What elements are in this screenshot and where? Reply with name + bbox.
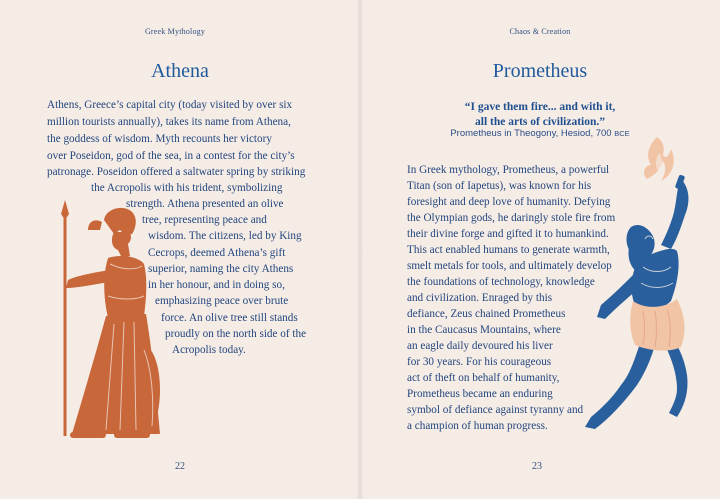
body-line: an eagle daily devoured his liver [407, 340, 553, 352]
body-line: and civilization. Enraged by this [407, 292, 553, 304]
body-line: a champion of human progress. [407, 420, 548, 432]
running-head-left: Greek Mythology [144, 27, 206, 36]
page-title-prometheus: Prometheus [492, 60, 588, 82]
body-line: for 30 years. For his courageous [407, 356, 552, 368]
body-line: the Olympian gods, he daringly stole fire from [407, 212, 616, 224]
pull-quote [460, 100, 620, 130]
body-line: proudly on the north side of the [165, 328, 307, 340]
body-line: wisdom. The citizens, led by King [148, 230, 302, 242]
page-number-left: 22 [175, 461, 185, 472]
fire-flame-icon [644, 137, 674, 181]
running-head-right: Chaos & Creation [509, 27, 571, 36]
quote-line: “I gave them fire... and with it, [464, 101, 616, 113]
right-page [360, 0, 720, 499]
body-line: the Acropolis with his trident, symbolizing [91, 182, 283, 194]
body-line: the goddess of wisdom. Myth recounts her victory [47, 133, 272, 145]
body-line: patronage. Poseidon offered a saltwater spring by striking [47, 166, 306, 178]
body-line: Acropolis today. [172, 344, 246, 356]
body-line: defiance, Zeus chained Prometheus [407, 308, 566, 320]
body-line: in the Caucasus Mountains, where [407, 324, 561, 336]
body-line: strength. Athena presented an olive [126, 198, 284, 210]
body-line: force. An olive tree still stands [161, 312, 298, 324]
body-line: foresight and deep love of humanity. Defying [407, 196, 611, 208]
page-title-athena: Athena [151, 60, 209, 82]
body-line: act of theft on behalf of humanity, [407, 372, 560, 384]
citation-era: BCE [614, 129, 630, 138]
body-line: In Greek mythology, Prometheus, a powerful [407, 164, 610, 176]
body-line: Prometheus became an enduring [407, 388, 553, 400]
body-line: Athens, Greece’s capital city (today visited by over six [47, 99, 293, 111]
body-line: in her honour, and in doing so, [148, 279, 285, 291]
body-line: million tourists annually), takes its name from Athena, [47, 116, 291, 128]
body-line: emphasizing peace over brute [155, 295, 289, 307]
prometheus-illustration [585, 135, 705, 445]
body-line: superior, naming the city Athens [148, 263, 294, 275]
body-line: over Poseidon, god of the sea, in a contest for the city’s [47, 150, 295, 162]
citation-text: Prometheus in Theogony, Hesiod, 700 [450, 128, 612, 139]
body-line: This act enabled humans to generate warmth, [407, 244, 610, 256]
body-line: symbol of defiance against tyranny and [407, 404, 584, 416]
body-line: Titan (son of Iapetus), was known for his [407, 180, 592, 192]
body-line: tree, representing peace and [142, 214, 267, 226]
body-line: smelt metals for tools, and ultimately develop [407, 260, 612, 272]
body-line: their divine forge and gifted it to humankind. [407, 228, 609, 240]
quote-line: all the arts of civilization.” [475, 116, 605, 128]
body-line: Cecrops, deemed Athena’s gift [148, 247, 286, 259]
body-line: the foundations of technology, knowledge [407, 276, 595, 288]
athena-illustration [48, 200, 178, 450]
page-number-right: 23 [532, 461, 542, 472]
